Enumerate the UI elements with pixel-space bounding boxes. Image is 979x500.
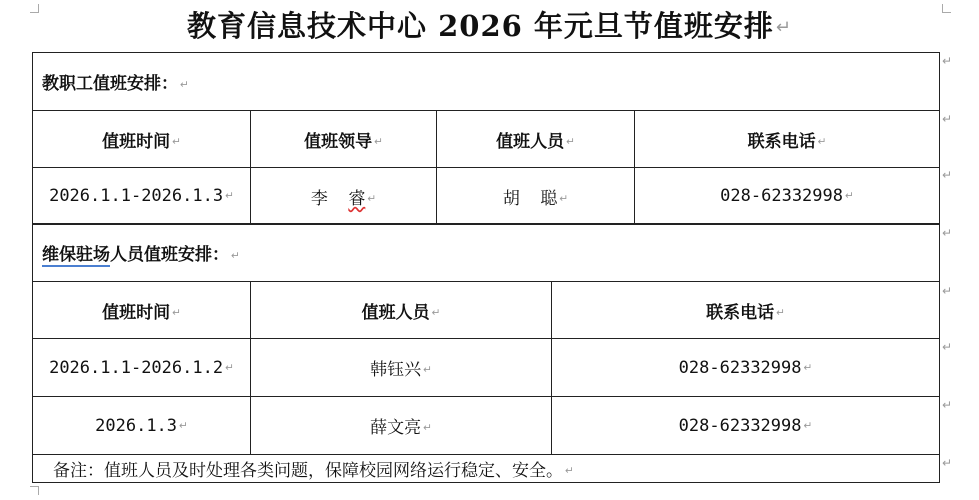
paragraph-mark-icon: ↵ [423, 364, 432, 376]
row-end-mark-icon: ↵ [942, 340, 953, 354]
onsite-duty-person[interactable]: 韩钰兴 ↵ [251, 339, 552, 397]
paragraph-mark-icon: ↵ [566, 136, 575, 148]
staff-section-caption[interactable]: 教职工值班安排： ↵ [33, 53, 940, 111]
onsite-duty-time[interactable]: 2026.1.1-2026.1.2 ↵ [33, 339, 251, 397]
header-duty-leader[interactable]: 值班领导 ↵ [251, 111, 437, 168]
staff-duty-time[interactable]: 2026.1.1-2026.1.3 ↵ [33, 168, 251, 225]
table-row [33, 339, 940, 397]
staff-duty-leader[interactable]: 李 睿 ↵ [251, 168, 437, 225]
paragraph-mark-icon: ↵ [374, 136, 383, 148]
onsite-section-caption[interactable]: 维保驻场人员值班安排： ↵ [33, 224, 940, 282]
paragraph-mark-icon: ↵ [803, 419, 813, 432]
header-duty-time[interactable]: 值班时间 ↵ [33, 111, 251, 168]
paragraph-mark-icon: ↵ [803, 361, 813, 374]
onsite-duty-table [32, 223, 940, 483]
row-end-mark-icon: ↵ [942, 168, 953, 182]
spellcheck-flag: 睿 [348, 188, 366, 209]
onsite-contact-phone[interactable]: 028-62332998 ↵ [552, 339, 940, 397]
grammar-flag: 维保驻场 [42, 245, 110, 265]
header-duty-time[interactable]: 值班时间 ↵ [33, 282, 251, 339]
paragraph-mark-icon: ↵ [817, 136, 827, 148]
onsite-duty-person[interactable]: 薛文亮 ↵ [251, 397, 552, 455]
table-row [33, 397, 940, 455]
paragraph-mark-icon: ↵ [231, 249, 240, 262]
paragraph-mark-icon: ↵ [225, 361, 234, 374]
paragraph-mark-icon: ↵ [179, 419, 188, 432]
staff-contact-phone[interactable]: 028-62332998 ↵ [635, 168, 940, 225]
paragraph-mark-icon: ↵ [423, 422, 432, 434]
header-duty-staff[interactable]: 值班人员 ↵ [251, 282, 552, 339]
document-title[interactable]: 教育信息技术中心 2026 年元旦节值班安排 ↵ [187, 9, 792, 43]
paragraph-mark-icon: ↵ [225, 190, 234, 202]
page-corner-mark [30, 486, 39, 495]
row-end-mark-icon: ↵ [942, 54, 953, 68]
staff-duty-table [32, 52, 940, 225]
paragraph-mark-icon: ↵ [775, 17, 792, 38]
row-end-mark-icon: ↵ [942, 226, 953, 240]
row-end-mark-icon: ↵ [942, 398, 953, 412]
paragraph-mark-icon: ↵ [845, 190, 854, 202]
header-contact-phone[interactable]: 联系电话 ↵ [635, 111, 940, 168]
paragraph-mark-icon: ↵ [172, 307, 181, 319]
staff-duty-person[interactable]: 胡 聪 ↵ [437, 168, 635, 225]
header-contact-phone[interactable]: 联系电话 ↵ [552, 282, 940, 339]
paragraph-mark-icon: ↵ [431, 307, 441, 319]
paragraph-mark-icon: ↵ [565, 465, 574, 477]
paragraph-mark-icon: ↵ [776, 307, 785, 319]
duty-note[interactable]: 备注：值班人员及时处理各类问题，保障校园网络运行稳定、安全。 ↵ [33, 455, 940, 483]
paragraph-mark-icon: ↵ [172, 136, 181, 148]
row-end-mark-icon: ↵ [942, 456, 953, 470]
onsite-duty-time[interactable]: 2026.1.3 ↵ [33, 397, 251, 455]
paragraph-mark-icon: ↵ [180, 78, 189, 91]
paragraph-mark-icon: ↵ [559, 192, 569, 205]
row-end-mark-icon: ↵ [942, 112, 953, 126]
row-end-mark-icon: ↵ [942, 284, 953, 298]
header-duty-staff[interactable]: 值班人员 ↵ [437, 111, 635, 168]
paragraph-mark-icon: ↵ [367, 192, 377, 205]
onsite-contact-phone[interactable]: 028-62332998 ↵ [552, 397, 940, 455]
